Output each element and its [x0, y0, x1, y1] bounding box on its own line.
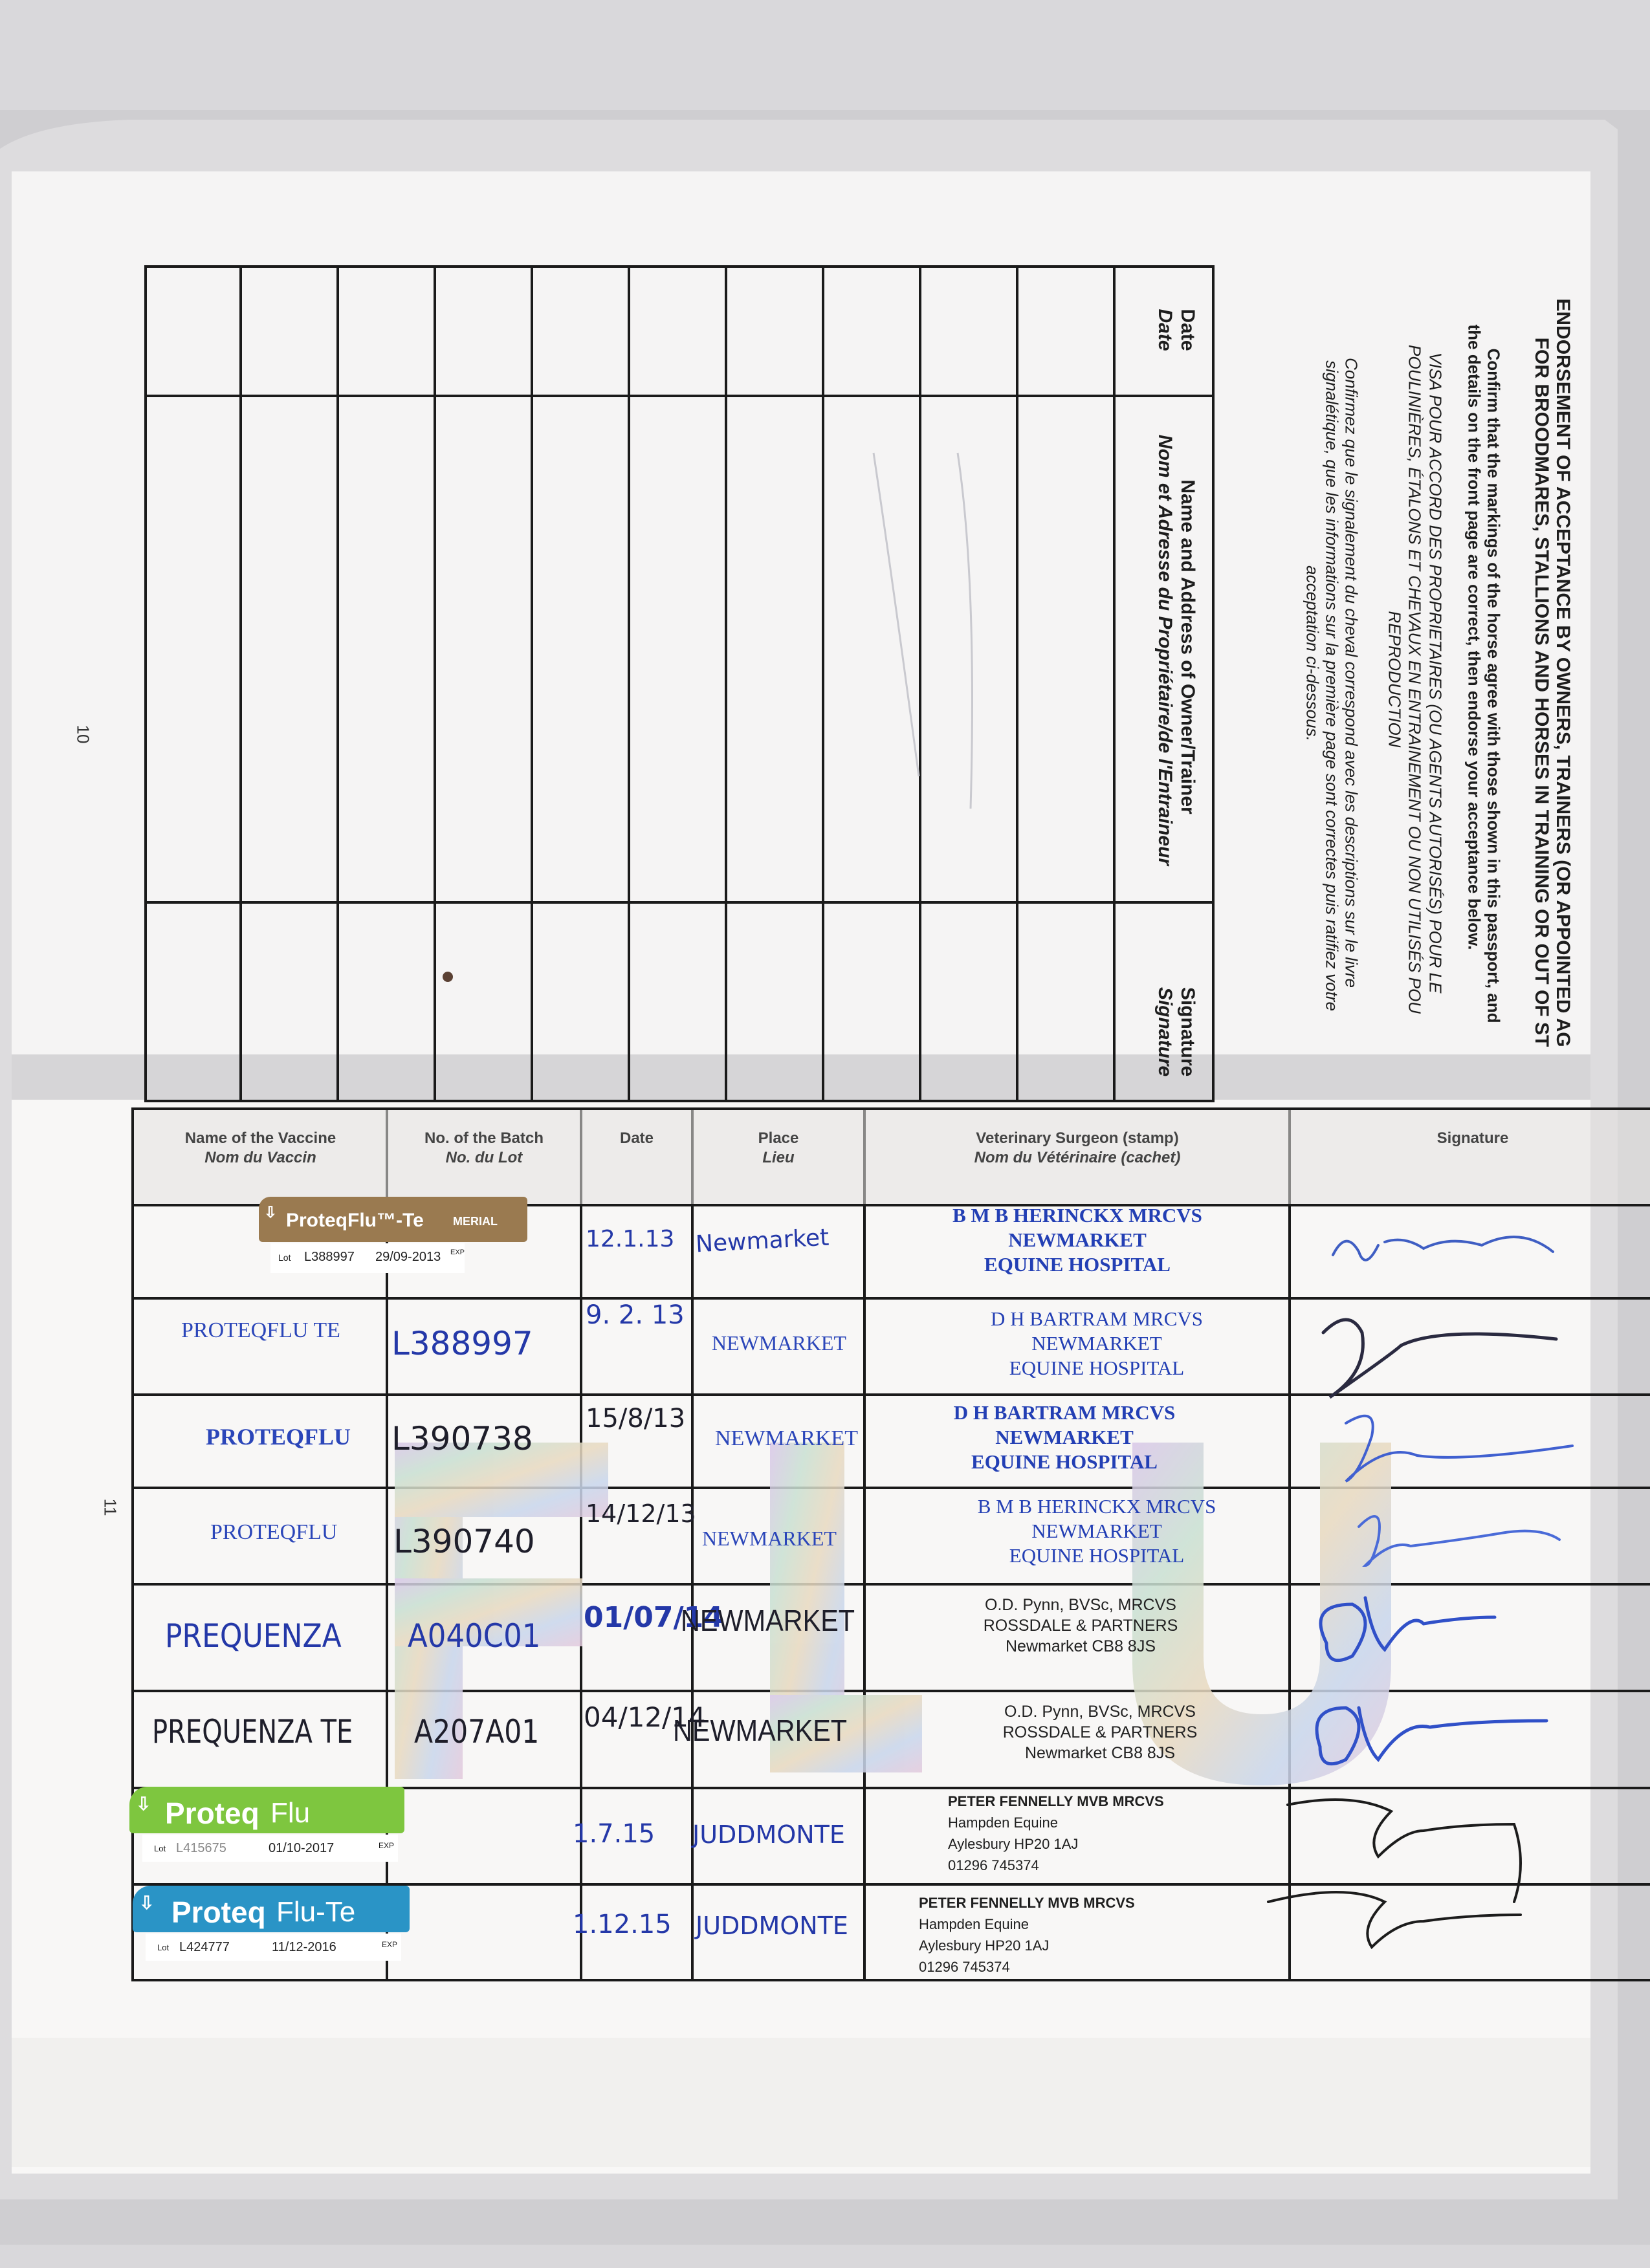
vaccine-label-row7-brand-a: Proteq	[165, 1796, 259, 1830]
row4-vaccine: PROTEQFLU	[210, 1520, 338, 1544]
row1-date: 12.1.13	[586, 1226, 675, 1252]
row2-batch: L388997	[391, 1325, 533, 1362]
page-bottom-edge	[12, 2038, 1590, 2167]
endorsement-confirmez-line3: acceptation ci-dessous.	[1303, 565, 1323, 741]
row1-vet-line2: NEWMARKET	[1008, 1228, 1147, 1251]
row6-vet-stamp	[938, 1701, 1262, 1763]
page-number-10: 10	[73, 725, 93, 744]
col-signature-label: Signature	[1436, 1129, 1509, 1147]
vaccine-label-row8-arrow-icon: ⇩	[139, 1893, 155, 1913]
vaccine-label-row7-exp: 01/10-2017	[269, 1841, 335, 1855]
col-signature-fr: Signature	[1154, 987, 1176, 1077]
endorsement-visa-line1: VISA POUR ACCORD DES PROPRIETAIRES (OU AGENTS AUTORISÉS) POUR LE	[1425, 352, 1446, 994]
row8-place: JUDDMONTE	[696, 1912, 848, 1940]
row4-vet-stamp	[886, 1494, 1307, 1568]
vaccine-label-row1-maker: MERIAL	[453, 1215, 498, 1228]
row4-date: 14/12/13	[586, 1499, 696, 1528]
vaccine-label-row1-exp-suffix: EXP	[450, 1248, 465, 1256]
row5-vet-line1: O.D. Pynn, BVSc, MRCVS	[985, 1596, 1176, 1614]
endorsement-confirm-line2: the details on the front page are correct, then endorse your acceptance below.	[1464, 324, 1484, 950]
vaccine-label-row1-arrow-icon: ⇩	[264, 1204, 278, 1221]
row7-vet-line3: Aylesbury HP20 1AJ	[948, 1836, 1079, 1852]
vaccine-label-row8-brand-b: Flu-Te	[276, 1896, 356, 1928]
row2-vaccine: PROTEQFLU TE	[181, 1318, 340, 1342]
row4-batch: L390740	[393, 1523, 535, 1560]
vaccine-label-row1-exp: 29/09-2013	[375, 1250, 441, 1264]
col-place-en: Place	[758, 1129, 799, 1147]
row3-vet-line2: NEWMARKET	[995, 1426, 1134, 1448]
page-number-11: 11	[100, 1498, 120, 1516]
row7-vet-line1: PETER FENNELLY MVB MRCVS	[948, 1793, 1164, 1809]
row8-vet-line2: Hampden Equine	[919, 1916, 1029, 1932]
row6-vet-line1: O.D. Pynn, BVSc, MRCVS	[1004, 1703, 1196, 1721]
col-name-fr: Nom et Adresse du Propriétaire/de l'Entraineur	[1154, 434, 1176, 866]
row3-vaccine: PROTEQFLU	[206, 1424, 351, 1450]
row6-place: NEWMARKET	[673, 1714, 848, 1747]
col-vet	[867, 1129, 1288, 1168]
row2-vet-line3: EQUINE HOSPITAL	[1009, 1357, 1185, 1379]
col-vet-en: Veterinary Surgeon (stamp)	[976, 1129, 1179, 1147]
row7-vet-stamp	[948, 1791, 1284, 1876]
vaccine-label-row7-lot: L415675	[176, 1841, 226, 1855]
col-vaccine	[136, 1129, 385, 1168]
row7-date: 1.7.15	[573, 1819, 655, 1849]
row7-vet-line2: Hampden Equine	[948, 1815, 1059, 1831]
col-date-en: Date	[1177, 309, 1198, 351]
col-vaccine-en: Name of the Vaccine	[184, 1129, 336, 1147]
row5-batch: A040C01	[408, 1617, 541, 1655]
endorsement-visa-line3: REPRODUCTION	[1385, 611, 1405, 748]
row8-vet-stamp	[919, 1892, 1268, 1978]
vaccine-label-row8-exp: 11/12-2016	[272, 1940, 336, 1954]
row3-vet-line1: D H BARTRAM MRCVS	[953, 1401, 1176, 1424]
row6-vet-line3: Newmarket CB8 8JS	[1024, 1744, 1176, 1762]
vaccine-label-row7	[129, 1787, 406, 1864]
col-vaccine-fr: Nom du Vaccin	[204, 1149, 316, 1166]
col-place	[694, 1129, 863, 1168]
vaccine-label-row8-lot-prefix: Lot	[157, 1943, 170, 1952]
row8-vet-line1: PETER FENNELLY MVB MRCVS	[919, 1895, 1135, 1911]
row2-vet-line2: NEWMARKET	[1031, 1332, 1162, 1355]
row2-vet-stamp	[886, 1307, 1307, 1380]
row5-vet-line3: Newmarket CB8 8JS	[1005, 1637, 1156, 1655]
row4-vet-line3: EQUINE HOSPITAL	[1009, 1544, 1185, 1567]
col-place-fr: Lieu	[762, 1149, 795, 1166]
col-signature	[1292, 1129, 1650, 1148]
vaccine-label-row7-brand-b: Flu	[270, 1797, 311, 1829]
col-signature-en: Signature	[1177, 987, 1198, 1077]
vaccine-label-row7-arrow-icon: ⇩	[136, 1794, 151, 1814]
row8-vet-line3: Aylesbury HP20 1AJ	[919, 1937, 1050, 1954]
col-date-label: Date	[619, 1129, 654, 1147]
col-date	[582, 1129, 691, 1148]
vaccine-label-row8	[133, 1886, 411, 1963]
vaccine-label-row8-lot: L424777	[179, 1940, 230, 1954]
row4-place: NEWMARKET	[702, 1527, 837, 1550]
col-name-en: Name and Address of Owner/Trainer	[1177, 479, 1198, 814]
row2-date: 9. 2. 13	[586, 1300, 685, 1330]
row7-vet-line4: 01296 745374	[948, 1857, 1039, 1873]
row3-date: 15/8/13	[586, 1404, 686, 1434]
endorsement-title-line2: FOR BROODMARES, STALLIONS AND HORSES IN TRAINING OR OUT OF ST	[1531, 337, 1552, 1047]
col-batch	[388, 1129, 580, 1168]
row1-vet-line1: B M B HERINCKX MRCVS	[952, 1204, 1202, 1227]
row1-vet-line3: EQUINE HOSPITAL	[984, 1253, 1171, 1276]
endorsement-visa-line2: POULINIÈRES, ÉTALONS ET CHEVAUX EN ENTRAINEMENT OU NON UTILISÉS POU	[1405, 345, 1425, 1014]
row1-place: Newmarket	[695, 1224, 830, 1258]
row2-vet-line1: D H BARTRAM MRCVS	[990, 1307, 1203, 1330]
vaccine-label-row1-lot-prefix: Lot	[278, 1252, 291, 1263]
row5-vet-stamp	[919, 1595, 1242, 1657]
col-date-fr: Date	[1154, 309, 1176, 351]
col-batch-en: No. of the Batch	[424, 1129, 544, 1147]
ink-spot	[443, 972, 453, 982]
row3-vet-line3: EQUINE HOSPITAL	[971, 1450, 1158, 1473]
row5-place: NEWMARKET	[681, 1604, 855, 1637]
col-vet-fr: Nom du Vétérinaire (cachet)	[974, 1149, 1181, 1166]
col-batch-fr: No. du Lot	[445, 1149, 523, 1166]
row6-vaccine: PREQUENZA TE	[152, 1713, 353, 1750]
row3-place: NEWMARKET	[715, 1426, 858, 1450]
row2-place: NEWMARKET	[712, 1331, 846, 1355]
vaccine-label-row8-exp-suffix: EXP	[382, 1940, 398, 1949]
row1-vet-stamp	[867, 1203, 1288, 1277]
vaccine-label-row8-brand-a: Proteq	[171, 1895, 266, 1929]
row4-vet-line1: B M B HERINCKX MRCVS	[977, 1495, 1216, 1518]
row5-date: 01/07/14	[584, 1601, 723, 1634]
endorsement-confirm-line1: Confirm that the markings of the horse agree with those shown in this passport, and	[1484, 348, 1504, 1023]
vaccine-label-row7-exp-suffix: EXP	[379, 1841, 395, 1850]
spine-shadow	[12, 1054, 1590, 1106]
row7-place: JUDDMONTE	[692, 1820, 845, 1849]
row6-batch: A207A01	[414, 1713, 540, 1750]
row5-vaccine: PREQUENZA	[165, 1617, 342, 1655]
row5-vet-line2: ROSSDALE & PARTNERS	[983, 1617, 1178, 1635]
row6-vet-line2: ROSSDALE & PARTNERS	[1002, 1723, 1198, 1741]
row8-date: 1.12.15	[573, 1910, 672, 1939]
vaccine-label-row7-lot-prefix: Lot	[154, 1844, 166, 1853]
row3-batch: L390738	[391, 1420, 533, 1457]
vaccine-label-row1	[259, 1197, 531, 1281]
vaccine-label-row1-lot: L388997	[304, 1250, 355, 1264]
row3-vet-stamp	[854, 1401, 1275, 1474]
row8-vet-line4: 01296 745374	[919, 1959, 1010, 1975]
endorsement-confirmez-line1: Confirmez que le signalement du cheval correspond avec les descriptions sur le livre	[1341, 357, 1361, 988]
row4-vet-line2: NEWMARKET	[1031, 1520, 1162, 1542]
row6-date: 04/12/14	[584, 1701, 706, 1733]
endorsement-title-line1: ENDORSEMENT OF ACCEPTANCE BY OWNERS, TRAINERS (OR APPOINTED AG	[1552, 298, 1574, 1047]
endorsement-confirmez-line2: signalétique, que les informations sur la première page sont correctes puis ratifiez votre	[1322, 360, 1342, 1011]
vaccine-label-row1-brand: ProteqFlu™-Te	[286, 1210, 424, 1231]
